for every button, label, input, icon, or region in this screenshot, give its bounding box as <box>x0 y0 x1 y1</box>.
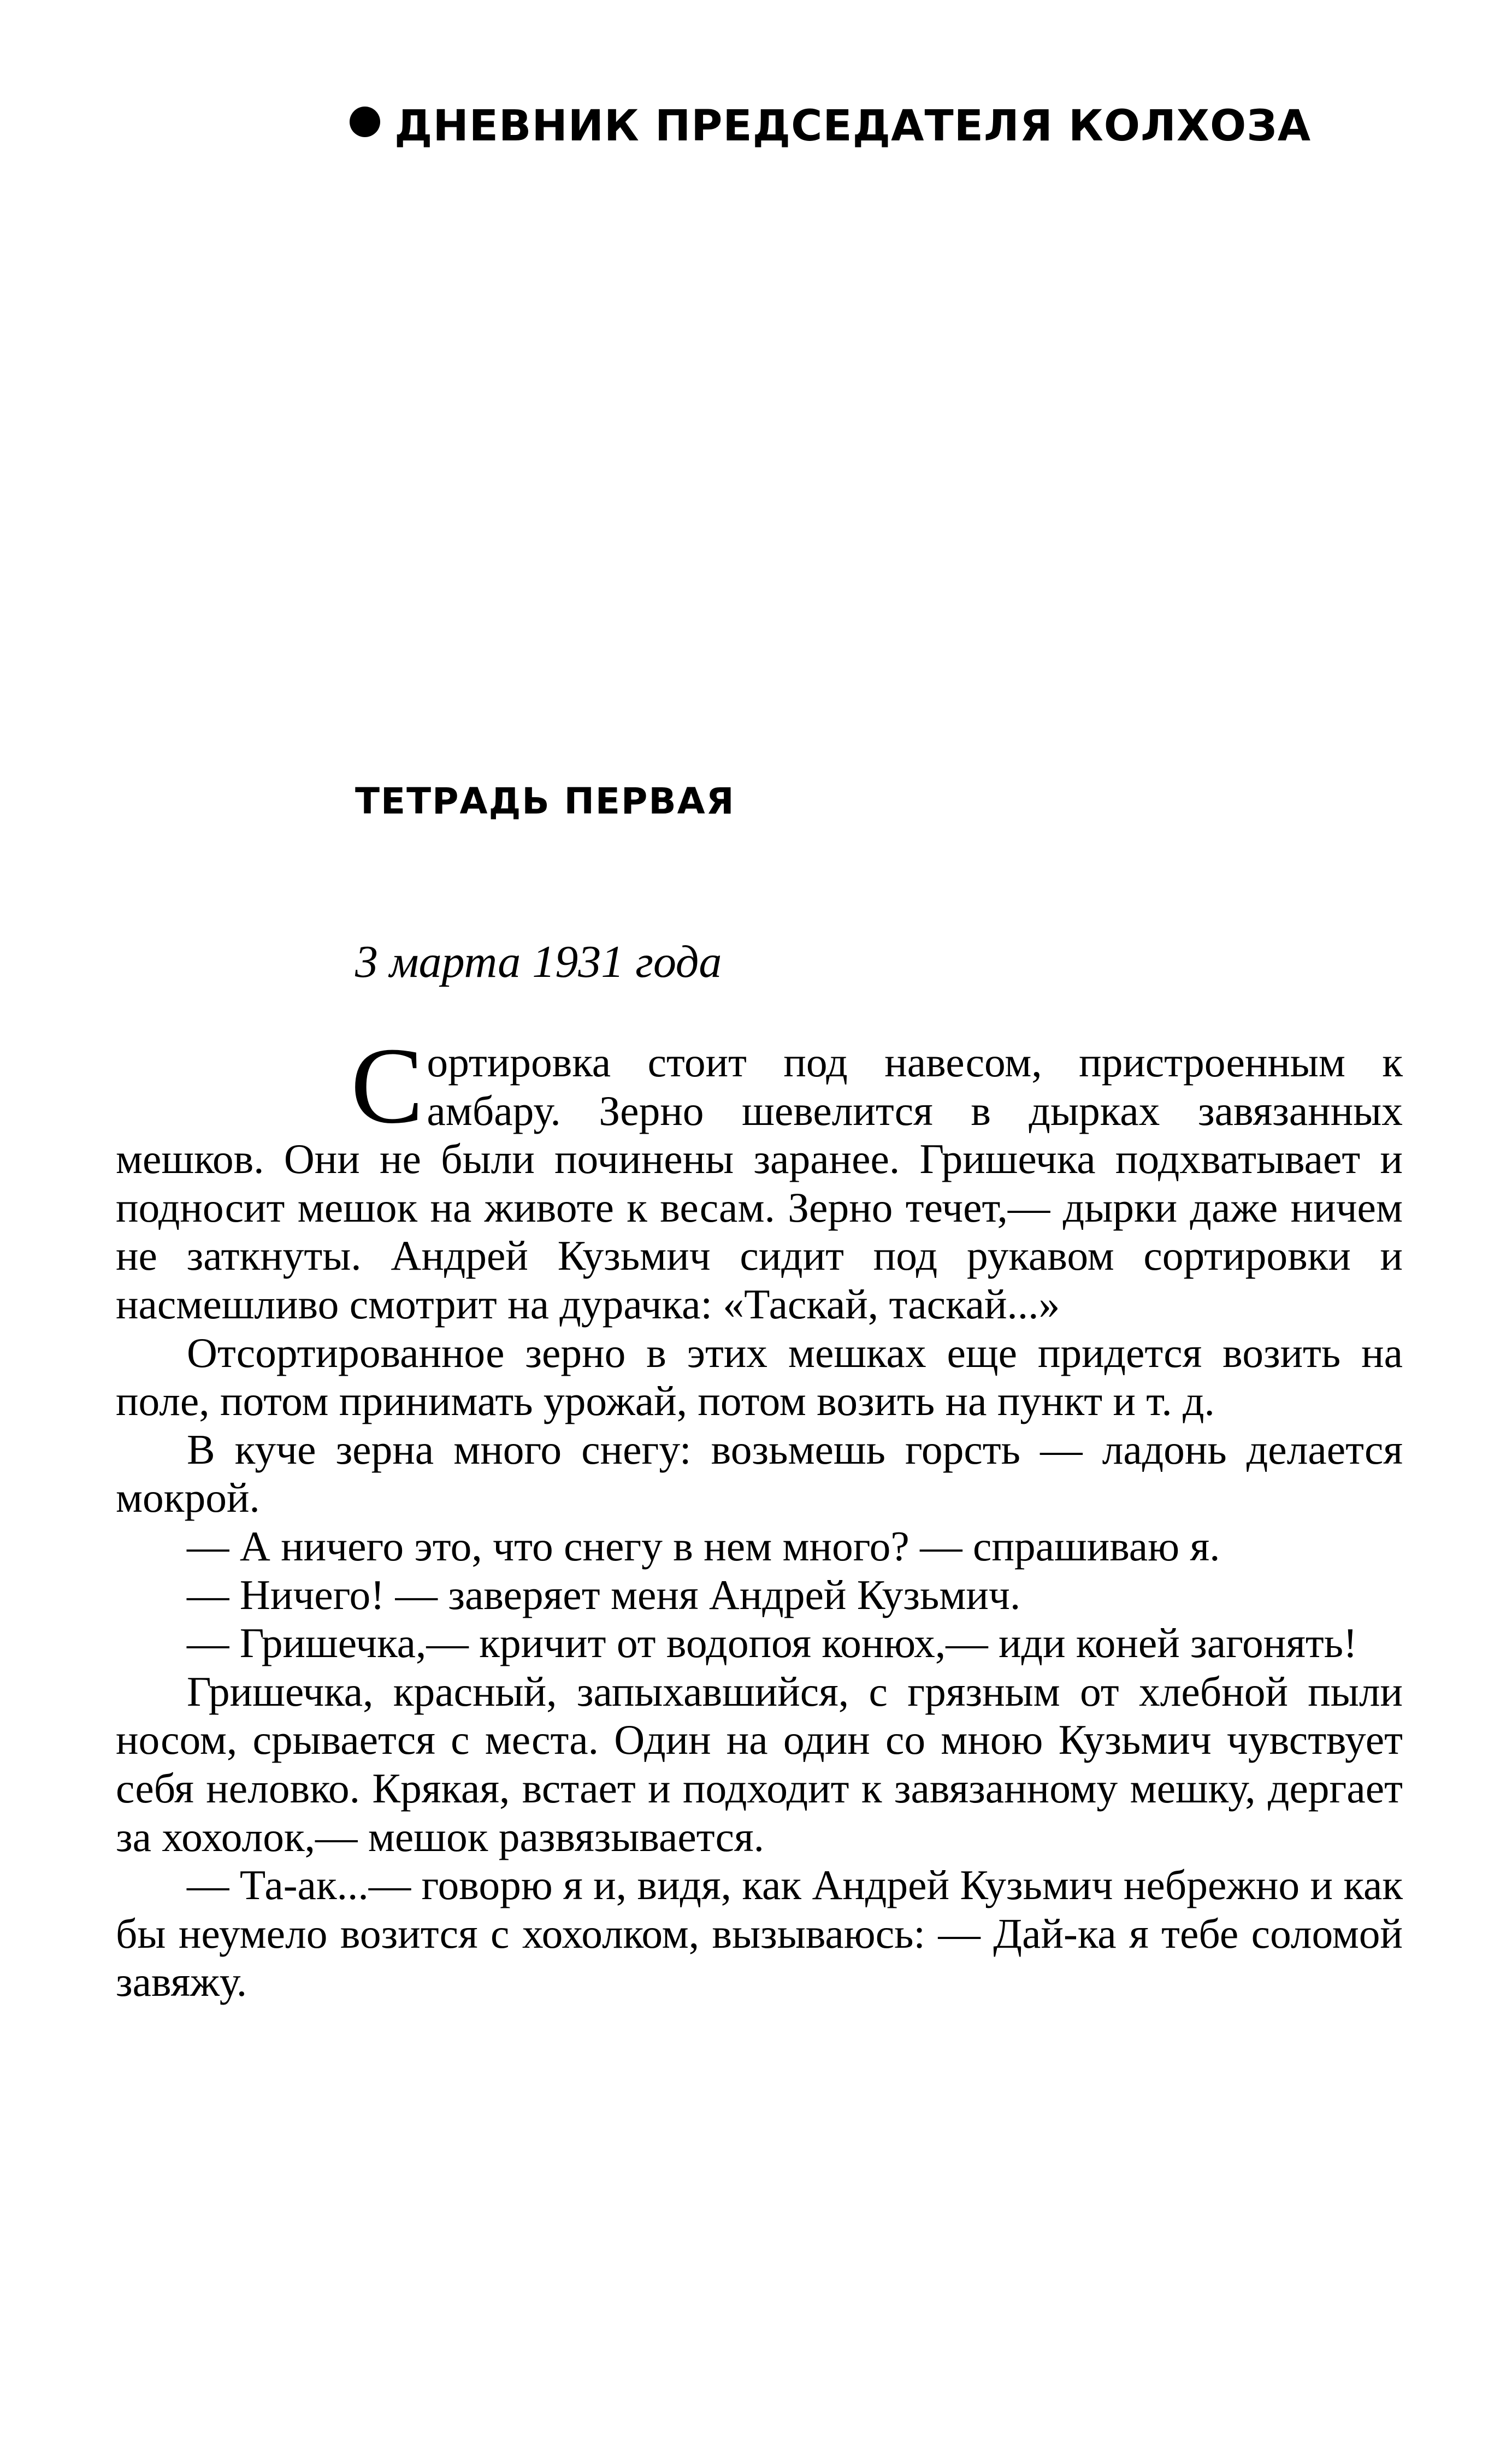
paragraph-8: — Та-ак...— говорю я и, видя, как Андрей Кузьмич небрежно и как бы неумело возится с хохолком, вызываюсь: — Дай-ка я тебе соломой завяжу. <box>116 1861 1403 2006</box>
body-text <box>116 1025 1403 2006</box>
paragraph-4: — А ничего это, что снегу в нем много? — спрашиваю я. <box>187 1522 1220 1570</box>
paragraph-7: Гришечка, красный, запыхавшийся, с грязным от хлебной пыли носом, срывается с места. Один на один со мною Кузьмич чувствует себя неловко. Крякая, встает и подходит к завязанному мешку, дергает за хохолок,— мешок развязывается. <box>116 1667 1403 1860</box>
section-title: ТЕТРАДЬ ПЕРВАЯ <box>355 780 735 822</box>
paragraph-6: — Гришечка,— кричит от водопоя конюх,— иди коней загонять! <box>187 1619 1357 1667</box>
paragraph-2: Отсортированное зерно в этих мешках еще придется возить на поле, потом принимать урожай, потом возить на пункт и т. д. <box>116 1329 1403 1425</box>
paragraph-1 <box>116 1025 1403 1329</box>
running-head-text: ДНЕВНИК ПРЕДСЕДАТЕЛЯ КОЛХОЗА <box>394 102 1312 151</box>
paragraph-5: — Ничего! — заверяет меня Андрей Кузьмич. <box>187 1571 1021 1618</box>
paragraph-1-text: ортировка стоит под навесом, пристроенным к амбару. Зерно шевелится в дырках завязанных мешков. Они не были починены заранее. Гришечка подхватывает и подносит мешок на животе к весам. Зерно течет,— дырки даже ничем не заткнуты. Андрей Кузьмич сидит под рукавом сортировки и насмешливо смотрит на дурачка: «Таскай, таскай...» <box>116 1039 1403 1328</box>
running-head <box>350 102 1311 151</box>
entry-date: 3 марта 1931 года <box>355 936 722 987</box>
bullet-icon <box>350 107 380 137</box>
drop-cap: С <box>351 1025 424 1146</box>
paragraph-3: В куче зерна много снегу: возьмешь горсть — ладонь делается мокрой. <box>116 1425 1403 1522</box>
